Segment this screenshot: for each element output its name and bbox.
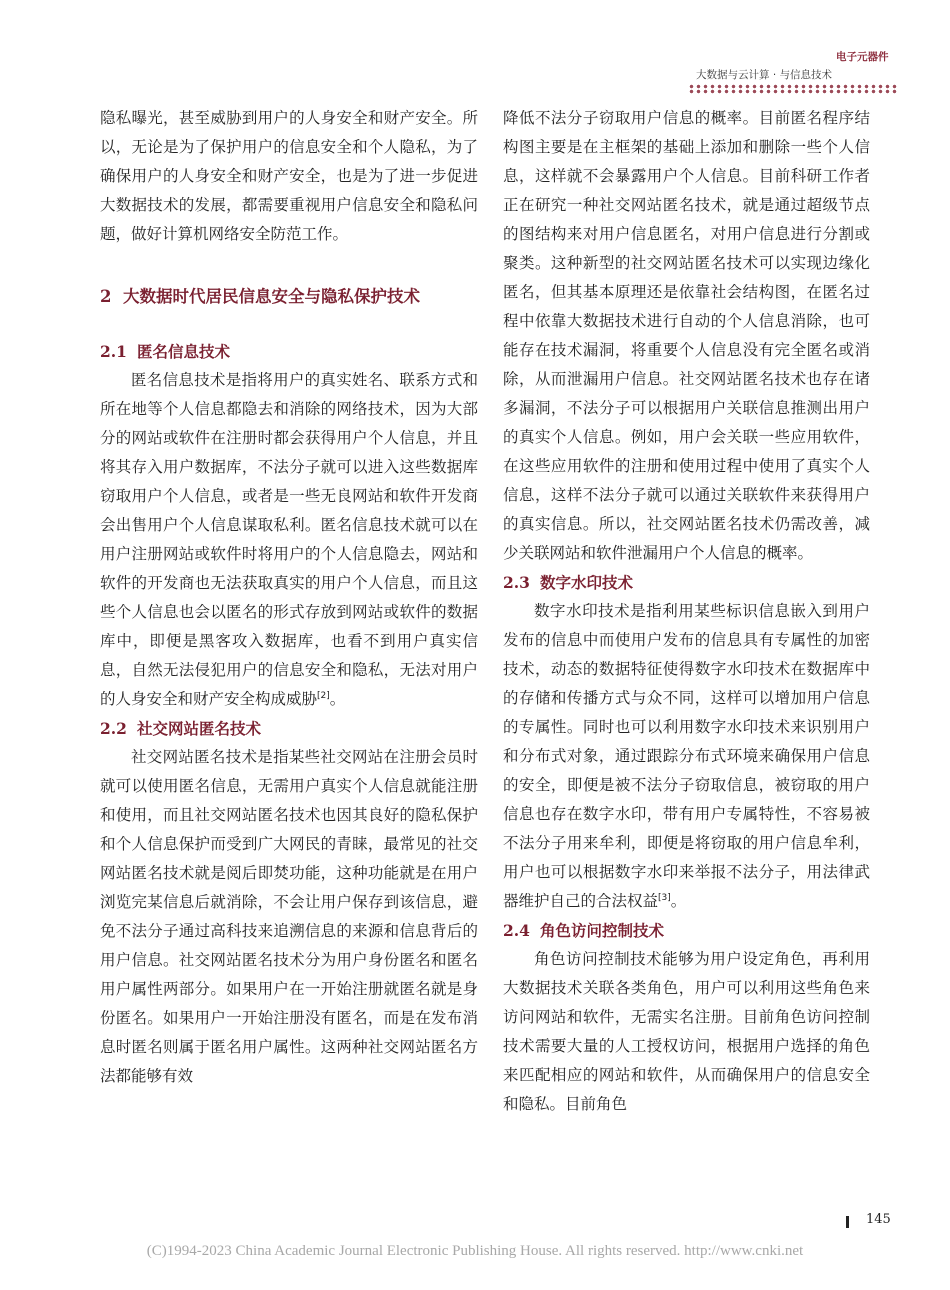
copyright-footer: (C)1994-2023 China Academic Journal Electronic Publishing House. All rights reserved. http://www.cnki.net xyxy=(146,1243,804,1259)
subsection-2-3-heading xyxy=(503,568,870,597)
citation-ref: [3] xyxy=(658,892,671,903)
subsection-title: 社交网站匿名技术 xyxy=(136,719,261,738)
subsection-title: 角色访问控制技术 xyxy=(539,921,664,940)
header-section-title: 大数据与云计算 · 与信息技术 xyxy=(695,69,832,81)
subsection-2-1-body: 匿名信息技术是指将用户的真实姓名、联系方式和所在地等个人信息都隐去和消除的网络技术，因为大部分的网站或软件在注册时都会获得用户个人信息，并且将其存入用户数据库，不法分子就可以进入这些数据库窃取用户个人信息，或者是一些无良网站和软件开发商会出售用户个人信息谋取私利。匿名信息技术就可以在用户注册网站或软件时将用户的个人信息隐去，网站和软件的开发商也无法获取真实的用户个人信息，而且这些个人信息也会以匿名的形式存放到网站或软件的数据库中，即便是黑客攻入数据库，也看不到用户真实信息，自然无法侵犯用户的信息安全和隐私，无法对用户的人身安全和财产安全构成威胁[2]。 xyxy=(100,371,478,708)
page-number: 145 xyxy=(866,1212,891,1227)
subsection-title: 匿名信息技术 xyxy=(136,342,230,361)
subsection-2-4-body: 角色访问控制技术能够为用户设定角色，再利用大数据技术关联各类角色，用户可以利用这些角色来访问网站和软件，无需实名注册。目前角色访问控制技术需要大量的人工授权访问，根据用户选择的角色来匹配相应的网站和软件，从而确保用户的信息安全和隐私。目前角色 xyxy=(503,950,870,1113)
subsection-2-1-heading xyxy=(100,337,478,366)
section-number: 2 xyxy=(100,287,112,306)
header-dot-pattern xyxy=(688,84,898,94)
left-column xyxy=(100,104,478,1091)
section-2-heading xyxy=(100,285,478,309)
page-number-mark xyxy=(846,1216,849,1228)
subsection-2-3-body: 数字水印技术是指利用某些标识信息嵌入到用户发布的信息中而使用户发布的信息具有专属性的加密技术，动态的数据特征使得数字水印技术在数据库中的存储和传播方式与众不同，这样可以增加用户信息的专属性。同时也可以利用数字水印技术来识别用户和分布式对象，通过跟踪分布式环境来确保用户信息的安全，即便是被不法分子窃取信息，被窃取的用户信息也存在数字水印，带有用户专属特性，不容易被不法分子用来牟利，即便是将窃取的用户信息牟利，用户也可以根据数字水印来举报不法分子，用法律武器维护自己的合法权益[3]。 xyxy=(503,602,870,910)
subsection-title: 数字水印技术 xyxy=(539,573,633,592)
subsection-number: 2.2 xyxy=(100,719,127,738)
subsection-number: 2.3 xyxy=(503,573,530,592)
section-title: 大数据时代居民信息安全与隐私保护技术 xyxy=(122,287,420,306)
journal-name: 电子元器件 xyxy=(836,51,889,63)
citation-ref: [2] xyxy=(317,690,330,701)
subsection-2-4-heading xyxy=(503,916,870,945)
subsection-2-2-body: 社交网站匿名技术是指某些社交网站在注册会员时就可以使用匿名信息，无需用户真实个人信息就能注册和使用，而且社交网站匿名技术也因其良好的隐私保护和个人信息保护而受到广大网民的青睐，最常见的社交网站匿名技术就是阅后即焚功能，这种功能就是在用户浏览完某信息后就消除，不会让用户保存到该信息，避免不法分子通过高科技来追溯信息的来源和信息背后的用户信息。社交网站匿名技术分为用户身份匿名和匿名用户属性两部分。如果用户在一开始注册就匿名就是身份匿名。如果用户一开始注册没有匿名，而是在发布消息时匿名则属于匿名用户属性。这两种社交网站匿名方法都能够有效 xyxy=(100,748,478,1085)
subsection-2-2-heading xyxy=(100,714,478,743)
intro-paragraph: 隐私曝光，甚至威胁到用户的人身安全和财产安全。所以，无论是为了保护用户的信息安全和个人隐私，为了确保用户的人身安全和财产安全，也是为了进一步促进大数据技术的发展，都需要重视用户信息安全和隐私问题，做好计算机网络安全防范工作。 xyxy=(100,109,478,243)
right-column xyxy=(503,104,870,1119)
subsection-2-2-continuation: 降低不法分子窃取用户信息的概率。目前匿名程序结构图主要是在主框架的基础上添加和删除一些个人信息，这样就不会暴露用户个人信息。目前科研工作者正在研究一种社交网站匿名技术，就是通过超级节点的图结构来对用户信息匿名，对用户信息进行分割或聚类。这种新型的社交网站匿名技术可以实现边缘化匿名，但其基本原理还是依靠社会结构图，在匿名过程中依靠大数据技术进行自动的个人信息消除，也可能存在技术漏洞，将重要个人信息没有完全匿名或消除，从而泄漏用户信息。社交网站匿名技术也存在诸多漏洞，不法分子可以根据用户关联信息推测出用户的真实个人信息。例如，用户会关联一些应用软件，在这些应用软件的注册和使用过程中使用了真实个人信息，这样不法分子就可以通过关联软件来获得用户的真实信息。所以，社交网站匿名技术仍需改善，减少关联网站和软件泄漏用户个人信息的概率。 xyxy=(503,109,870,562)
subsection-number: 2.4 xyxy=(503,921,530,940)
subsection-number: 2.1 xyxy=(100,342,127,361)
